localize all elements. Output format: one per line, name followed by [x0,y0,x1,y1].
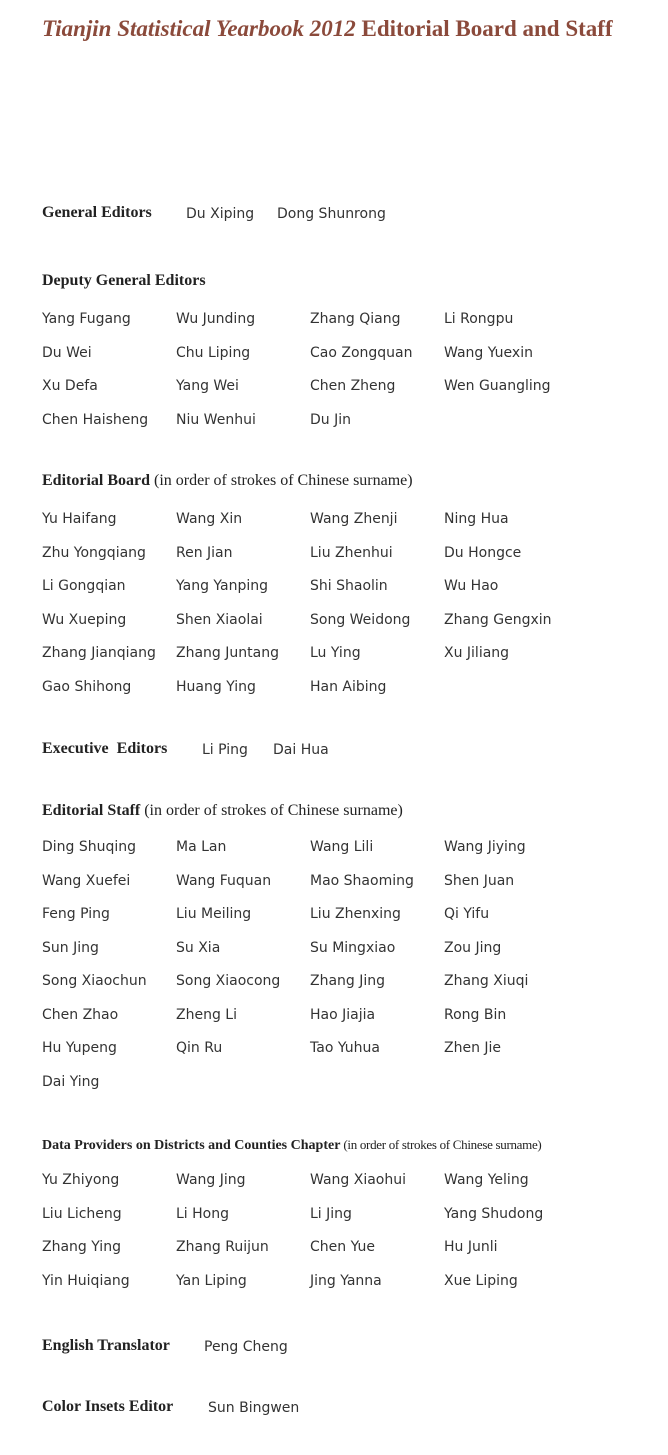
executive-editor-name: Li Ping [202,742,248,758]
name-entry: Wu Junding [176,311,256,327]
name-entry: Wang Jing [176,1172,246,1188]
name-entry: Yu Haifang [42,511,117,527]
name-entry: Dai Ying [42,1073,100,1090]
name-entry: Xu Defa [42,378,98,394]
name-entry: Su Xia [176,939,221,956]
name-entry: Zhang Juntang [176,645,279,661]
name-entry: Lu Ying [310,645,361,661]
editorial-staff-heading [42,802,403,820]
title-rest: Editorial Board and Staff [355,16,613,41]
page-title [42,16,613,42]
editorial-staff-note: (in order of strokes of Chinese surname) [140,802,403,819]
name-entry: Jing Yanna [310,1272,382,1289]
name-entry: Mao Shaoming [310,872,414,889]
data-providers-title: Data Providers on Districts and Counties Chapter [42,1138,341,1153]
general-editor-name: Dong Shunrong [277,206,386,222]
name-entry: Chen Yue [310,1239,376,1255]
editorial-board-list [42,511,602,712]
name-entry: Wang Lili [310,839,374,855]
name-entry: Shi Shaolin [310,578,388,594]
name-entry: Yang Wei [176,378,239,394]
color-insets-editor-heading: Color Insets Editor [42,1398,174,1415]
name-entry: Zheng Li [176,1006,237,1023]
name-entry: Li Gongqian [42,578,126,594]
editorial-board-heading [42,472,413,490]
name-entry: Yang Shudong [444,1205,544,1222]
name-entry: Wang Zhenji [310,511,398,527]
name-entry: Tao Yuhua [310,1040,380,1056]
name-entry: Wu Hao [444,578,499,594]
name-entry: Wang Xuefei [42,872,131,889]
english-translator-name: Peng Cheng [204,1339,288,1355]
editorial-staff-list [42,839,602,1107]
general-editors-heading: General Editors [42,204,152,221]
editorial-board-note: (in order of strokes of Chinese surname) [150,472,413,489]
name-entry: Yang Fugang [42,311,131,327]
editorial-staff-title: Editorial Staff [42,802,141,819]
name-entry: Shen Juan [444,872,515,889]
deputy-general-editors-heading: Deputy General Editors [42,272,206,289]
name-entry: Ding Shuqing [42,839,137,855]
name-entry: Zhang Ying [42,1239,121,1255]
name-entry: Zhen Jie [444,1040,502,1056]
name-entry: Ma Lan [176,839,227,855]
name-entry: Chen Zhao [42,1006,119,1023]
name-entry: Han Aibing [310,678,387,695]
data-providers-list [42,1172,602,1306]
name-entry: Li Rongpu [444,311,514,327]
name-entry: Zhang Ruijun [176,1239,269,1255]
editorial-board-title: Editorial Board [42,472,151,489]
name-entry: Qin Ru [176,1040,223,1056]
name-entry: Yan Liping [176,1272,247,1289]
name-entry: Song Weidong [310,611,411,628]
deputy-general-editors-list [42,311,602,445]
name-entry: Su Mingxiao [310,939,396,956]
name-entry: Du Jin [310,411,351,428]
data-providers-note: (in order of strokes of Chinese surname) [340,1137,542,1152]
name-entry: Wu Xueping [42,611,127,628]
name-entry: Hao Jiajia [310,1006,376,1023]
name-entry: Cao Zongquan [310,344,413,361]
executive-editors-heading: Executive Editors [42,740,168,757]
name-entry: Wen Guangling [444,378,551,394]
name-entry: Wang Yeling [444,1172,529,1188]
name-entry: Hu Junli [444,1239,498,1255]
name-entry: Du Wei [42,344,92,361]
name-entry: Liu Zhenhui [310,544,393,561]
name-entry: Chen Zheng [310,378,396,394]
name-entry: Wang Yuexin [444,344,533,361]
english-translator-heading: English Translator [42,1337,170,1354]
name-entry: Yin Huiqiang [42,1272,130,1289]
name-entry: Wang Xiaohui [310,1172,406,1188]
name-entry: Shen Xiaolai [176,611,263,628]
general-editor-name: Du Xiping [186,206,255,222]
name-entry: Li Jing [310,1205,352,1222]
name-entry: Ren Jian [176,544,233,561]
name-entry: Feng Ping [42,906,110,922]
name-entry: Liu Meiling [176,906,252,922]
name-entry: Huang Ying [176,678,256,695]
name-entry: Liu Licheng [42,1205,122,1222]
name-entry: Zhang Xiuqi [444,973,529,989]
name-entry: Yu Zhiyong [42,1172,120,1188]
name-entry: Song Xiaocong [176,973,281,989]
name-entry: Wang Fuquan [176,872,272,889]
name-entry: Zhang Gengxin [444,611,552,628]
name-entry: Gao Shihong [42,678,132,695]
name-entry: Zhang Qiang [310,311,401,327]
name-entry: Niu Wenhui [176,411,256,428]
name-entry: Zou Jing [444,939,502,956]
name-entry: Yang Yanping [176,578,269,594]
name-entry: Zhang Jing [310,973,386,989]
name-entry: Sun Jing [42,939,99,956]
name-entry: Ning Hua [444,511,509,527]
name-entry: Wang Xin [176,511,243,527]
name-entry: Zhu Yongqiang [42,544,146,561]
name-entry: Xue Liping [444,1272,518,1289]
name-entry: Li Hong [176,1205,229,1222]
name-entry: Qi Yifu [444,906,490,922]
color-insets-editor-name: Sun Bingwen [208,1400,300,1416]
name-entry: Wang Jiying [444,839,526,855]
name-entry: Xu Jiliang [444,645,510,661]
name-entry: Zhang Jianqiang [42,645,156,661]
name-entry: Du Hongce [444,544,522,561]
executive-editor-name: Dai Hua [273,742,329,758]
name-entry: Chu Liping [176,344,251,361]
name-entry: Chen Haisheng [42,411,149,428]
name-entry: Rong Bin [444,1006,507,1023]
name-entry: Hu Yupeng [42,1040,117,1056]
data-providers-heading [42,1137,541,1154]
name-entry: Liu Zhenxing [310,906,401,922]
title-yearbook-name: Tianjin Statistical Yearbook 2012 [42,16,356,41]
name-entry: Song Xiaochun [42,973,147,989]
